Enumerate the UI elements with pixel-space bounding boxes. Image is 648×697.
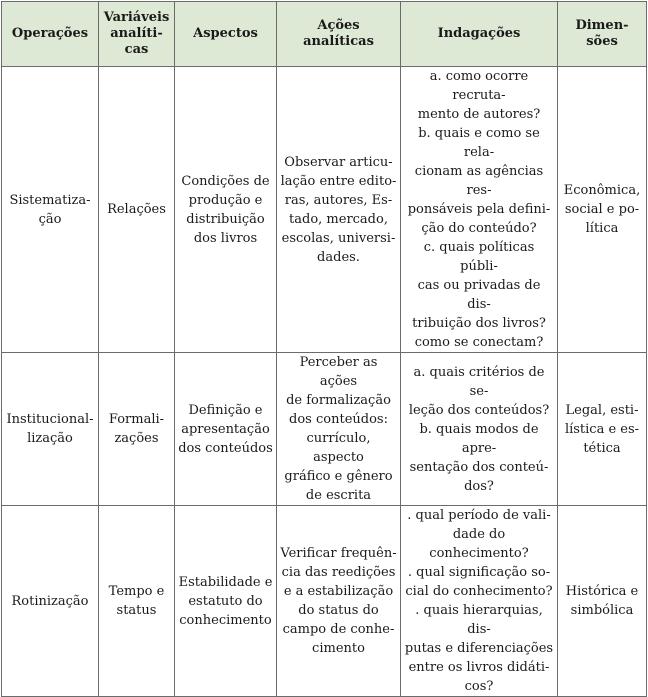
cell-line: analíti- (110, 26, 163, 41)
cell-line: sentação dos conteú- (409, 459, 549, 475)
cell-line: lítica (585, 221, 619, 236)
cell-line: zações (114, 431, 159, 446)
cell-operacao (2, 67, 99, 353)
cell-line: mento de autores? (417, 107, 541, 122)
table-row (2, 353, 647, 506)
analysis-table (1, 1, 647, 697)
cell-line: a. quais critérios de se- (413, 364, 545, 399)
cell-line: Condições de (181, 173, 270, 189)
cell-line: estatuto do (188, 593, 263, 609)
cell-indagacoes (401, 353, 558, 506)
cell-line: c. quais políticas públi- (423, 240, 535, 274)
cell-acoes (277, 506, 401, 697)
cell-line: . qual significação so- (407, 565, 551, 580)
cell-line: dos livros (193, 230, 258, 246)
cell-line: Institucional- (6, 412, 94, 427)
cell-line: campo de conhe- (282, 622, 395, 637)
cell-line: cas ou privadas de dis- (417, 278, 541, 312)
cell-line: tribuição dos livros? (412, 316, 546, 331)
cell-line: b. quais modos de apre- (419, 421, 539, 456)
header-operacoes (2, 2, 99, 67)
cell-line: Legal, esti- (565, 402, 639, 418)
cell-line: distribuição (186, 211, 265, 227)
cell-variavel (99, 506, 175, 697)
cell-variavel (99, 67, 175, 353)
cell-line: Operações (11, 26, 89, 41)
cell-line: lização (27, 431, 73, 446)
cell-line: Rotinização (11, 593, 89, 609)
cell-line: ras, autores, Es- (284, 192, 393, 208)
cell-line: Relações (107, 202, 166, 217)
cell-line: gráfico e gênero (284, 469, 393, 484)
cell-line: dade do conhecimento? (429, 527, 529, 561)
cell-operacao (2, 353, 99, 506)
cell-line: de escrita (305, 488, 372, 503)
cell-line: tética (583, 440, 621, 456)
header-aspectos (175, 2, 277, 67)
cell-line: ção do conteúdo? (421, 221, 537, 236)
cell-indagacoes (401, 67, 558, 353)
header-variaveis (99, 2, 175, 67)
cell-line: Aspectos (193, 26, 258, 41)
cell-line: lística e es- (564, 421, 640, 437)
cell-aspecto (175, 506, 277, 697)
cell-variavel (99, 353, 175, 506)
cell-line: Tempo e (108, 584, 165, 599)
cell-line: cionam as agências res- (414, 164, 544, 198)
cell-line: escolas, universi- (281, 230, 396, 246)
cell-line: dos? (464, 478, 494, 494)
cell-line: Indagações (437, 26, 521, 41)
cell-line: entre os livros didáti- (408, 660, 550, 675)
cell-line: b. quais e como se rela- (418, 126, 540, 160)
header-row (2, 2, 647, 67)
cell-dimensoes (558, 353, 647, 506)
cell-line: . qual período de vali- (407, 508, 551, 523)
cell-line: do status do (298, 603, 379, 618)
cell-line: de formalização (286, 393, 391, 408)
cell-line: Ações analíticas (303, 18, 374, 49)
cell-acoes (277, 67, 401, 353)
header-acoes (277, 2, 401, 67)
cell-line: Verificar frequên- (280, 546, 397, 561)
cell-line: social e po- (564, 202, 640, 217)
cell-line: Formali- (108, 412, 165, 427)
cell-line: produção e (188, 192, 263, 208)
cell-indagacoes (401, 506, 558, 697)
cell-line: a. como ocorre recruta- (429, 69, 529, 103)
cell-line: conhecimento (179, 612, 272, 628)
cell-line: dos conteúdos: (289, 412, 388, 427)
table-row (2, 67, 647, 353)
cell-line: cia das reedições (281, 565, 396, 580)
cell-line: ponsáveis pela defini- (407, 202, 551, 217)
cell-line: como se conectam? (414, 335, 544, 350)
header-indagacoes (401, 2, 558, 67)
cell-line: lação entre edito- (280, 173, 397, 189)
cell-line: Estabilidade e (178, 574, 273, 590)
cell-line: . quais hierarquias, dis- (415, 603, 543, 637)
table-row (2, 506, 647, 697)
cell-line: leção dos conteúdos? (408, 402, 550, 418)
cell-line: ção (38, 211, 62, 227)
cell-line: Histórica e (565, 584, 639, 599)
cell-line: apresentação (181, 421, 270, 437)
cell-line: Dimen- (575, 18, 629, 33)
cell-aspecto (175, 353, 277, 506)
header-dimensoes (558, 2, 647, 67)
cell-acoes (277, 353, 401, 506)
cell-line: Variáveis (103, 10, 170, 25)
cell-line: cial do conhecimento? (405, 584, 553, 599)
cell-operacao (2, 506, 99, 697)
cell-line: cos? (464, 679, 494, 694)
cell-dimensoes (558, 506, 647, 697)
cell-line: dades. (317, 249, 360, 265)
cell-line: tado, mercado, (289, 211, 388, 227)
cell-line: putas e diferenciações (404, 641, 554, 656)
cell-line: e a estabilização (283, 584, 394, 599)
cell-line: Sistematiza- (9, 192, 91, 208)
cell-line: dos conteúdos (178, 440, 273, 456)
cell-dimensoes (558, 67, 647, 353)
cell-line: Observar articu- (284, 154, 393, 170)
cell-line: status (116, 603, 157, 618)
cell-line: simbólica (570, 603, 634, 618)
cell-line: Definição e (188, 402, 263, 418)
cell-line: Perceber as ações (299, 355, 378, 389)
cell-line: sões (586, 34, 618, 49)
cell-line: cimento (312, 641, 365, 656)
cell-line: currículo, aspecto (306, 431, 371, 465)
cell-aspecto (175, 67, 277, 353)
cell-line: Econômica, (563, 183, 641, 198)
cell-line: cas (124, 42, 149, 57)
